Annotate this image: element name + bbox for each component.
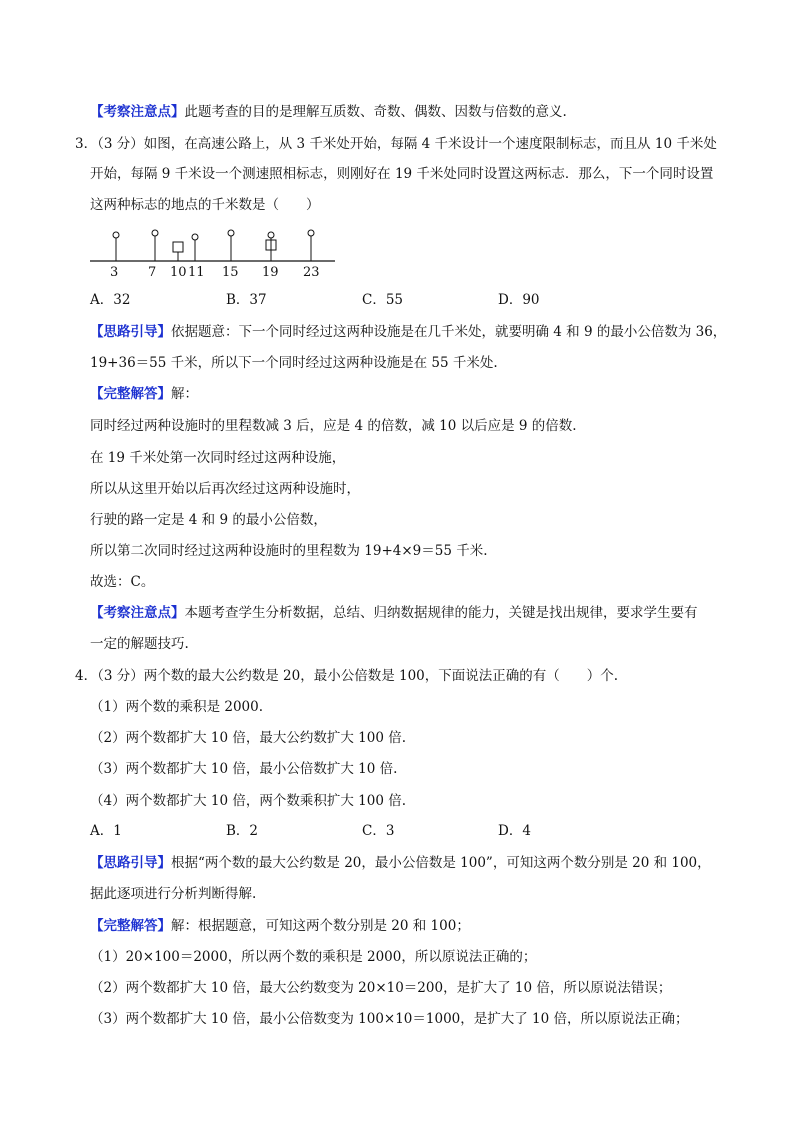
hint-tag: 【思路引导】 — [90, 855, 171, 871]
q3-note-line-2: 一定的解题技巧. — [90, 636, 189, 652]
q3-solution-line: 所以从这里开始以后再次经过这两种设施时， — [90, 481, 360, 497]
q3-option-c: C．55 — [362, 292, 404, 308]
hint-text: 根据“两个数的最大公约数是 20，最小公倍数是 100”，可知这两个数分别是 20 和 100， — [171, 855, 711, 871]
q3-option-b: B．37 — [226, 292, 267, 308]
q4-item: （2）两个数都扩大 10 倍，最大公约数扩大 100 倍. — [90, 730, 406, 746]
km-label: 11 — [188, 265, 205, 280]
q4-item: （1）两个数的乘积是 2000. — [90, 699, 264, 715]
q3-solution-line: 在 19 千米处第一次同时经过这两种设施， — [90, 450, 346, 466]
q4-hint-line-2: 据此逐项进行分析判断得解. — [90, 886, 257, 902]
speed-sign-11 — [192, 234, 198, 261]
note-text: 本题考查学生分析数据，总结、归纳数据规律的能力，关键是找出规律，要求学生要有 — [184, 605, 698, 621]
solution-head-text: 解：根据题意，可知这两个数分别是 20 和 100； — [171, 918, 470, 934]
speed-sign-19 — [268, 232, 274, 261]
note-tag: 【考察注意点】 — [90, 605, 185, 621]
q4-solution-head — [90, 917, 470, 935]
q4-option-b: B．2 — [226, 823, 259, 839]
q3-solution-head — [90, 385, 198, 403]
q3-solution-line: 所以第二次同时经过这两种设施时的里程数为 19+4×9＝55 千米. — [90, 543, 488, 559]
camera-sign-10 — [173, 242, 183, 261]
km-label: 3 — [110, 265, 119, 280]
q3-option-d: D．90 — [498, 292, 540, 308]
q4-solution-line: （2）两个数都扩大 10 倍，最大公约数变为 20×10＝200，是扩大了 10 倍，所以原说法错误； — [90, 980, 672, 996]
hint-text: 依据题意：下一个同时经过这两种设施是在几千米处，就要明确 4 和 9 的最小公倍数为 36， — [171, 324, 727, 340]
q3-answer: 故选：C。 — [90, 574, 155, 590]
note-text: 此题考查的目的是理解互质数、奇数、偶数、因数与倍数的意义. — [184, 104, 567, 120]
solution-head-text: 解： — [171, 386, 198, 402]
q3-line-1: 3．（3 分）如图，在高速公路上，从 3 千米处开始，每隔 4 千米设计一个速度限制标志，而且从 10 千米处 — [75, 136, 717, 152]
km-label: 10 — [170, 265, 187, 280]
q3-hint-line-2: 19+36＝55 千米，所以下一个同时经过这两种设施是在 55 千米处. — [90, 355, 498, 371]
q4-option-c: C．3 — [362, 823, 395, 839]
q3-line-3: 这两种标志的地点的千米数是（ ） — [90, 197, 320, 213]
q4-solution-line: （3）两个数都扩大 10 倍，最小公倍数变为 100×10＝1000，是扩大了 10 倍，所以原说法正确； — [90, 1011, 689, 1027]
speed-sign-23 — [308, 230, 314, 261]
q4-solution-line: （1）20×100＝2000，所以两个数的乘积是 2000，所以原说法正确的； — [90, 949, 537, 965]
note-tag: 【考察注意点】 — [90, 104, 185, 120]
solution-tag: 【完整解答】 — [90, 918, 171, 934]
q3-line-2: 开始，每隔 9 千米设一个测速照相标志，则刚好在 19 千米处同时设置这两标志．那么，下一个同时设置 — [90, 166, 714, 182]
speed-sign-7 — [152, 230, 158, 261]
q3-solution-line: 同时经过两种设施时的里程数减 3 后，应是 4 的倍数，减 10 以后应是 9 的倍数. — [90, 418, 577, 434]
highway-diagram — [85, 224, 345, 280]
km-label: 23 — [303, 265, 320, 280]
q4-option-d: D．4 — [498, 823, 531, 839]
hint-tag: 【思路引导】 — [90, 324, 171, 340]
q4-item: （3）两个数都扩大 10 倍，最小公倍数扩大 10 倍. — [90, 761, 398, 777]
km-label: 7 — [148, 265, 157, 280]
km-label: 19 — [262, 265, 279, 280]
q3-solution-line: 行驶的路一定是 4 和 9 的最小公倍数， — [90, 512, 327, 528]
speed-sign-15 — [228, 230, 234, 261]
note-line — [90, 103, 567, 121]
solution-tag: 【完整解答】 — [90, 386, 171, 402]
q3-option-a: A．32 — [90, 292, 131, 308]
q3-hint-line-1 — [90, 323, 726, 341]
q4-hint-line-1 — [90, 854, 711, 872]
km-label: 15 — [222, 265, 239, 280]
q4-option-a: A．1 — [90, 823, 122, 839]
speed-sign-3 — [113, 232, 119, 261]
q4-item: （4）两个数都扩大 10 倍，两个数乘积扩大 100 倍. — [90, 793, 406, 809]
q3-note-line-1 — [90, 604, 698, 622]
q4-line-1: 4．（3 分）两个数的最大公约数是 20，最小公倍数是 100，下面说法正确的有（ ）个. — [75, 668, 619, 684]
